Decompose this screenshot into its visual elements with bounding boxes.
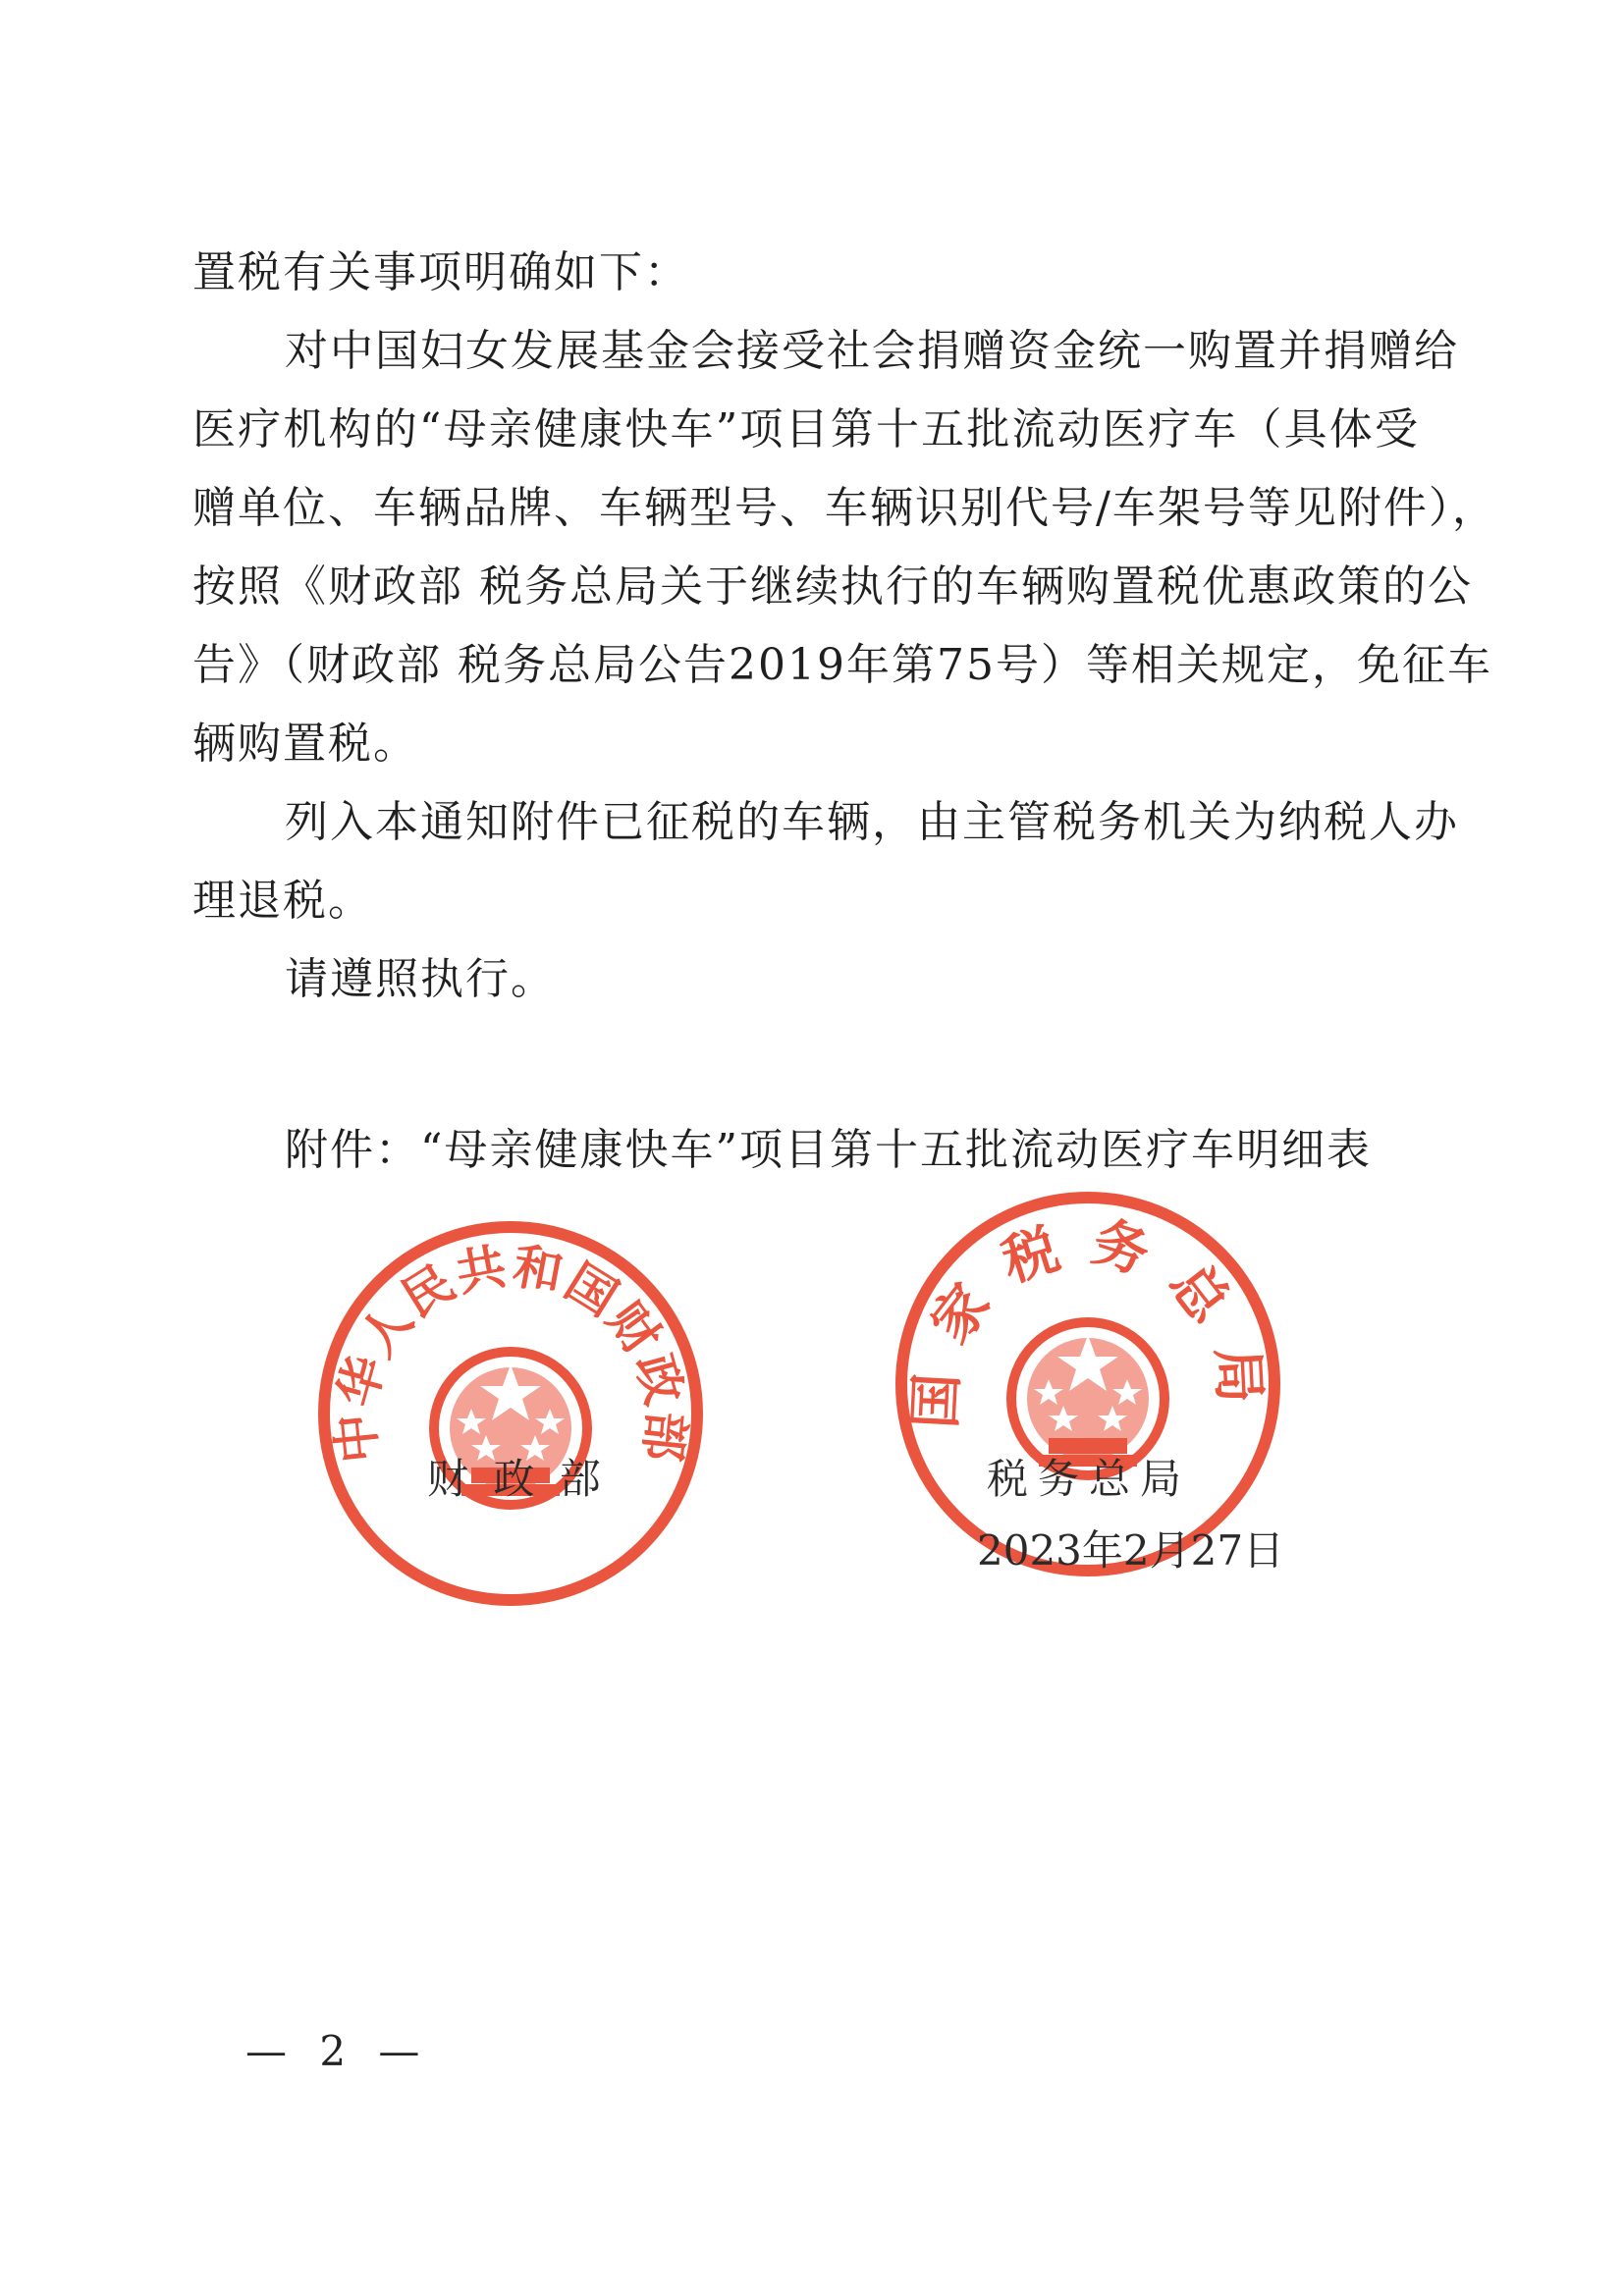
body-line-6: 告》（财政部 税务总局公告2019年第75号）等相关规定，免征车 <box>192 640 1492 690</box>
body-line-2: 对中国妇女发展基金会接受社会捐赠资金统一购置并捐赠给 <box>285 326 1459 376</box>
signature-state-taxation-administration: 税务总局 <box>987 1455 1192 1503</box>
body-line-3: 医疗机构的“母亲健康快车”项目第十五批流动医疗车（具体受 <box>192 404 1420 454</box>
body-line-8: 列入本通知附件已征税的车辆，由主管税务机关为纳税人办 <box>285 797 1459 847</box>
seal-right-text: 国家税务总局 <box>903 1209 1272 1430</box>
body-line-7: 辆购置税。 <box>192 719 418 769</box>
body-line-4: 赠单位、车辆品牌、车辆型号、车辆识别代号/车架号等见附件）， <box>192 483 1497 533</box>
body-line-5: 按照《财政部 税务总局关于继续执行的车辆购置税优惠政策的公 <box>192 561 1473 612</box>
page-number: — 2 — <box>245 2027 430 2075</box>
signature-ministry-of-finance: 财 政 部 <box>427 1455 607 1503</box>
seal-ministry-of-finance <box>314 1217 707 1610</box>
attachment-line: 附件：“母亲健康快车”项目第十五批流动医疗车明细表 <box>285 1125 1372 1175</box>
seal-left-text: 中华人民共和国财政部 <box>326 1237 695 1466</box>
seal-state-taxation-administration <box>892 1188 1284 1580</box>
body-line-9: 理退税。 <box>192 876 373 926</box>
national-emblem-icon <box>1011 1322 1164 1475</box>
document-date: 2023年2月27日 <box>977 1526 1285 1575</box>
body-line-1: 置税有关事项明确如下： <box>192 247 689 297</box>
body-line-10: 请遵照执行。 <box>285 954 556 1004</box>
